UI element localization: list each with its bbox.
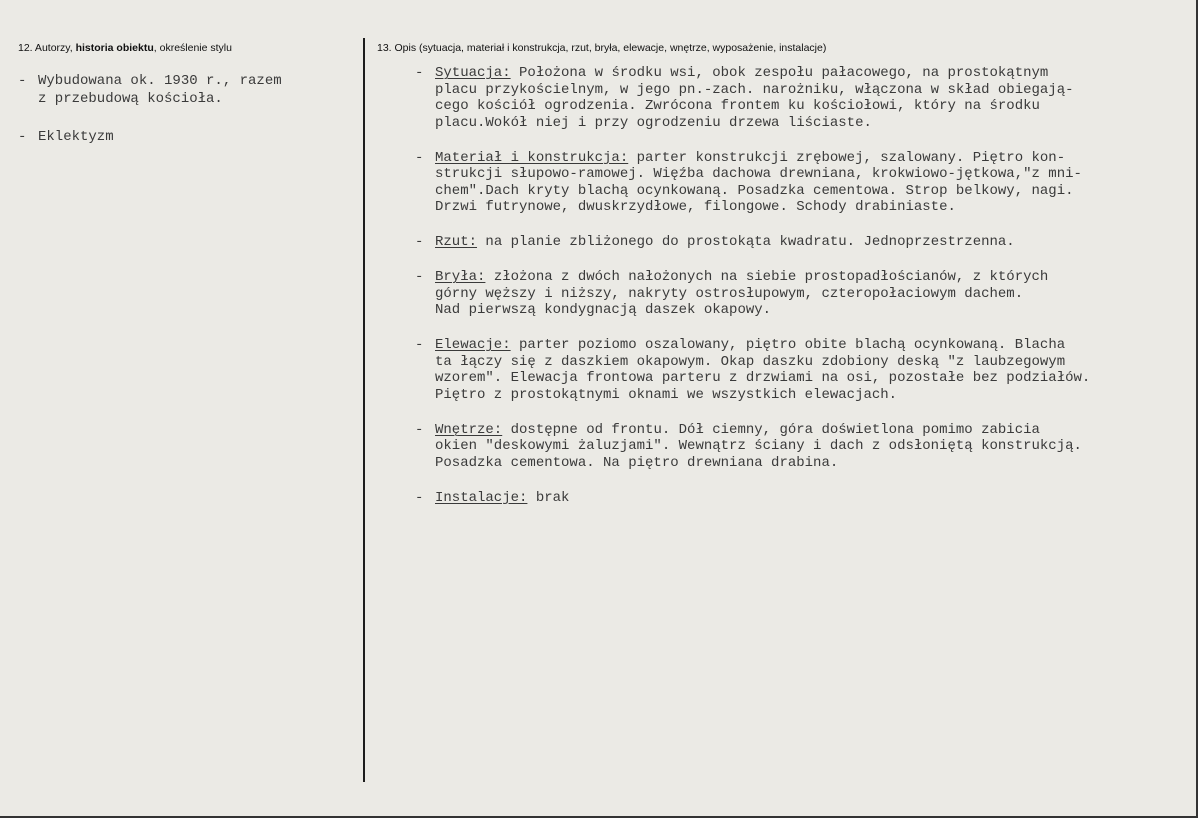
- list-dash: -: [415, 269, 424, 285]
- text-line: na planie zbliżonego do prostokąta kwadratu. Jednoprzestrzenna.: [477, 234, 1015, 250]
- item-label: Sytuacja:: [435, 65, 511, 81]
- text-line: brak: [527, 489, 570, 506]
- list-item: [18, 72, 348, 108]
- item-label: Rzut:: [435, 234, 478, 250]
- list-dash: -: [415, 421, 424, 438]
- list-dash: -: [415, 149, 424, 166]
- text-line: parter poziomo oszalowany, piętro obite blachą ocynkowaną. Blacha: [510, 337, 1066, 353]
- text-line: Położona w środku wsi, obok zespołu pałacowego, na prostokątnym: [510, 65, 1049, 81]
- list-dash: -: [18, 129, 27, 145]
- section-12-heading: [18, 42, 232, 54]
- column-divider: [363, 38, 365, 782]
- list-item: [18, 128, 348, 146]
- item-label: Materiał i konstrukcja:: [435, 149, 629, 166]
- text-line: Posadzka cementowa. Na piętro drewniana drabina.: [435, 454, 839, 471]
- item-label: Bryła:: [435, 269, 486, 285]
- text-line: placu przykościelnym, w jego pn.-zach. narożniku, włączona w skład obiegają-: [435, 81, 1074, 98]
- description-item-interior: [415, 422, 1195, 472]
- text-line: Nad pierwszą kondygnacją daszek okapowy.: [435, 302, 772, 318]
- text-line: cego kościół ogrodzenia. Zwrócona frontem ku kościołowi, który na środku: [435, 98, 1040, 114]
- list-dash: -: [415, 234, 424, 250]
- item-label: Wnętrze:: [435, 421, 503, 438]
- section-13-content: [415, 65, 1195, 525]
- item-label: Elewacje:: [435, 337, 511, 353]
- text-line: ta łączy się z daszkiem okapowym. Okap daszku zdobiony deską "z laubzegowym: [435, 353, 1066, 370]
- description-item-situation: [415, 65, 1195, 131]
- text-line: złożona z dwóch nałożonych na siebie prostopadłościanów, z których: [485, 269, 1049, 285]
- description-item-form: [415, 269, 1195, 319]
- text-line: placu.Wokół niej i przy ogrodzeniu drzewa liściaste.: [435, 114, 872, 131]
- description-item-installations: [415, 490, 1195, 507]
- section-12-content: [18, 72, 348, 166]
- text-line: parter konstrukcji zrębowej, szalowany. Piętro kon-: [628, 149, 1066, 166]
- text-line: chem".Dach kryty blachą ocynkowaną. Posadzka cementowa. Strop belkowy, nagi.: [435, 182, 1074, 199]
- description-item-plan: [415, 234, 1195, 251]
- text-line: Wybudowana ok. 1930 r., razem: [38, 73, 282, 89]
- text-line: strukcji słupowo-ramowej. Więźba dachowa drewniana, krokwiowo-jętkowa,"z mni-: [435, 166, 1082, 182]
- text-line: górny węższy i niższy, nakryty ostrosłupowym, czteropołaciowym dachem.: [435, 285, 1024, 302]
- text-line: Drzwi futrynowe, dwuskrzydłowe, filongowe. Schody drabiniaste.: [435, 199, 956, 215]
- text-line: z przebudową kościoła.: [38, 91, 223, 107]
- heading-text: 12. Autorzy,: [18, 42, 76, 54]
- text-line: Eklektyzm: [38, 129, 114, 145]
- section-13-heading: 13. Opis (sytuacja, materiał i konstrukcja, rzut, bryła, elewacje, wnętrze, wyposażenie, instalacje): [377, 42, 827, 54]
- description-item-elevations: [415, 337, 1195, 403]
- list-dash: -: [415, 337, 424, 353]
- item-label: Instalacje:: [435, 489, 528, 506]
- heading-text: , określenie stylu: [153, 42, 232, 54]
- list-dash: -: [18, 73, 27, 89]
- description-item-material: [415, 150, 1195, 216]
- text-line: Piętro z prostokątnymi oknami we wszystkich elewacjach.: [435, 386, 898, 403]
- list-dash: -: [415, 65, 424, 81]
- list-dash: -: [415, 489, 424, 506]
- heading-bold-text: historia obiektu: [75, 42, 154, 54]
- text-line: dostępne od frontu. Dół ciemny, góra doświetlona pomimo zabicia: [502, 421, 1040, 438]
- text-line: wzorem". Elewacja frontowa parteru z drzwiami na osi, pozostałe bez podziałów.: [435, 370, 1091, 386]
- text-line: okien "deskowymi żaluzjami". Wewnątrz ściany i dach z odsłoniętą konstrukcją.: [435, 438, 1082, 454]
